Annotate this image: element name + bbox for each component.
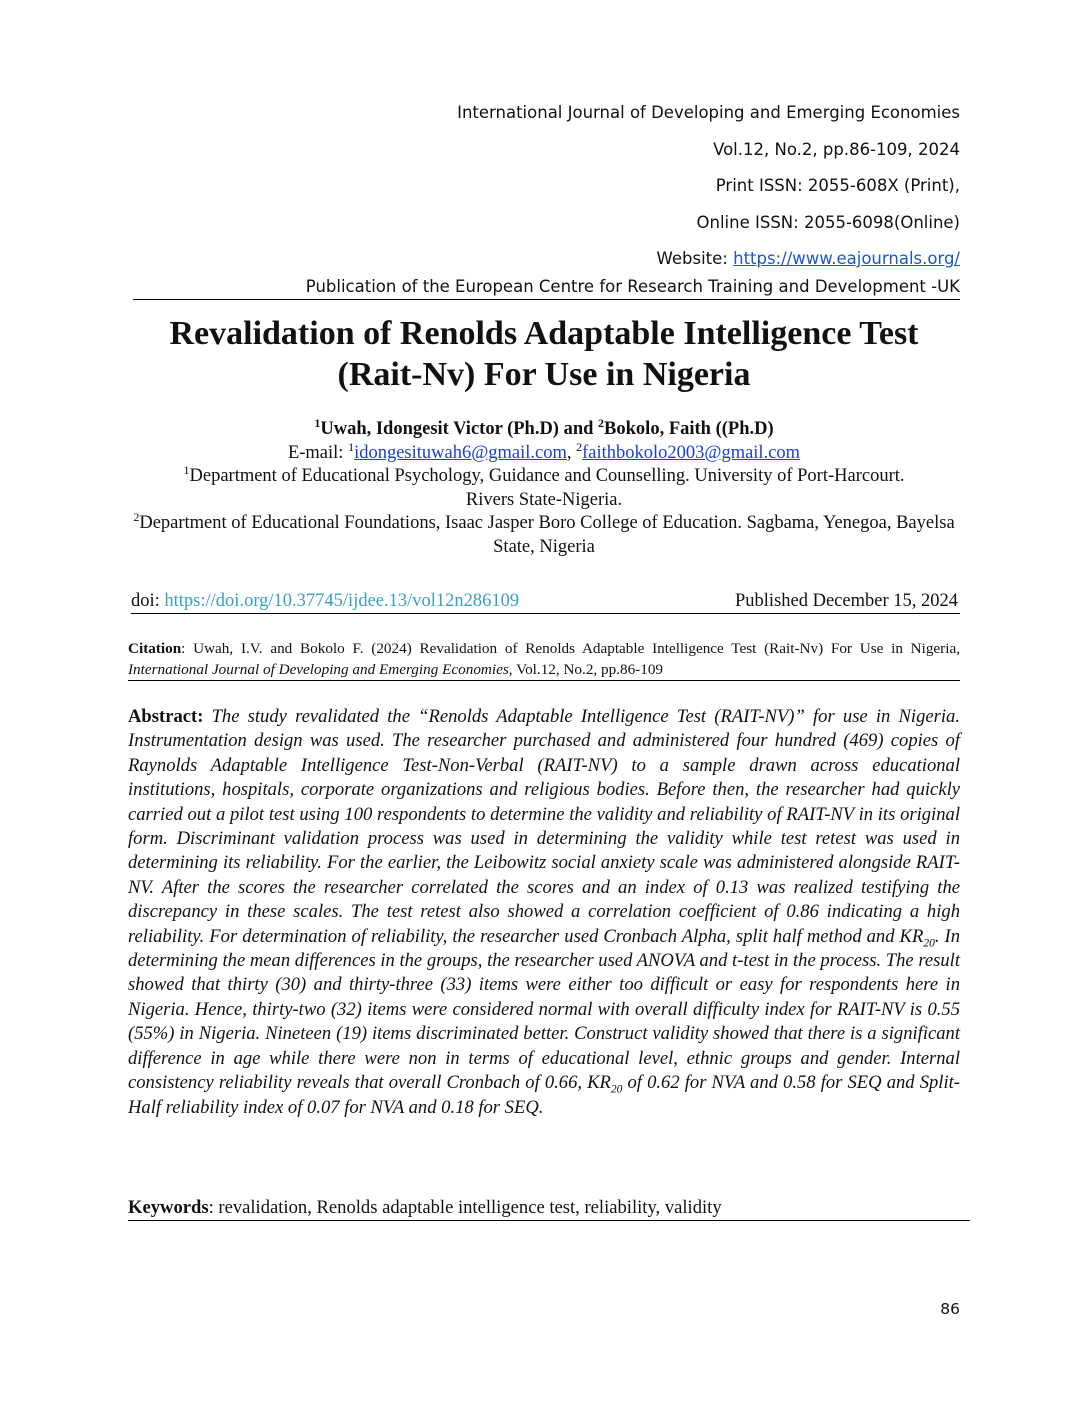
paper-title <box>100 313 988 395</box>
abstract-label: Abstract: <box>128 706 204 727</box>
author-1: Uwah, Idongesit Victor (Ph.D) and <box>320 419 599 439</box>
online-issn: Online ISSN: 2055-6098(Online) <box>696 212 960 232</box>
print-issn: Print ISSN: 2055-608X (Print), <box>715 176 960 195</box>
publisher-line: Publication of the European Centre for Research Training and Development -UK <box>133 277 960 300</box>
affiliation-2 <box>120 509 968 559</box>
abstract-sub-1: 20 <box>923 937 935 950</box>
affil1-text: Department of Educational Psychology, Guidance and Counselling. University of Port-Harcourt. Rivers State-Nigeria. <box>189 466 905 510</box>
affiliation-1 <box>120 462 968 512</box>
doi-label: doi: <box>131 591 165 611</box>
volume-info: Vol.12, No.2, pp.86-109, 2024 <box>713 139 960 159</box>
journal-header <box>457 98 960 281</box>
website-line <box>457 244 960 281</box>
author2-sup: 2 <box>598 415 605 430</box>
abstract-text-1: The study revalidated the “Renolds Adaptable Intelligence Test (RAIT-NV)” for use in Nigeria. Instrumentation design was used. The researcher purchased and administered four hundred (469) copies of Raynolds Adaptable Intelligence Test-Non-Verbal (RAIT-NV) to a sample drawn across educational institutions, hospitals, corporate organizations and religious bodies. Before then, the researcher had quickly carried out a pilot test using 100 respondents to determine the validity and reliability of RAIT-NV in its original form. Discriminant validation process was used in determining the validity while test retest was used in determining its reliability. For the earlier, the Leibowitz social anxiety scale was administered alongside RAIT-NV. After the scores the researcher correlated the scores and an index of 0.13 was realized testifying the discrepancy in these scales. The test retest also showed a correlation coefficient of 0.86 indicating a high reliability. For determination of reliability, the researcher used Cronbach Alpha, split half method and KR <box>128 706 960 947</box>
website-link[interactable]: https://www.eajournals.org/ <box>733 249 960 268</box>
journal-name: International Journal of Developing and Emerging Economies <box>457 103 960 122</box>
email-link-2[interactable]: faithbokolo2003@gmail.com <box>582 442 801 463</box>
affil2-text: Department of Educational Foundations, Isaac Jasper Boro College of Education. Sagbama, Yenegoa, Bayelsa State, Nigeria <box>139 513 955 557</box>
keywords-label: Keywords <box>128 1197 209 1218</box>
website-label: Website: <box>656 249 734 268</box>
email2-sup: 2 <box>576 439 583 454</box>
doi-link[interactable]: https://doi.org/10.37745/ijdee.13/vol12n286109 <box>164 591 520 611</box>
published-date: Published December 15, 2024 <box>735 591 958 611</box>
citation-text-1: : Uwah, I.V. and Bokolo F. (2024) Revalidation of Renolds Adaptable Intelligence Test (Rait-Nv) For Use in Nigeria, <box>181 640 960 657</box>
author1-sup: 1 <box>314 415 321 430</box>
email1-sup: 1 <box>348 439 355 454</box>
abstract <box>128 705 960 1120</box>
page-number: 86 <box>940 1300 960 1318</box>
abstract-text-3: of 0.62 for NVA and 0.58 for SEQ and Split-Half reliability index of 0.07 for NVA and 0.18 for SEQ. <box>128 1072 960 1118</box>
author-block <box>120 415 968 559</box>
citation-text-2: , Vol.12, No.2, pp.86-109 <box>508 661 664 678</box>
abstract-sub-2: 20 <box>610 1083 623 1096</box>
author-names <box>120 415 968 442</box>
keywords <box>128 1196 970 1221</box>
doi-row <box>131 589 960 614</box>
email-line <box>120 439 968 466</box>
email-label: E-mail: <box>287 442 349 463</box>
email-link-1[interactable]: idongesituwah6@gmail.com <box>354 442 567 463</box>
citation <box>128 638 960 681</box>
email-sep: , <box>566 442 577 463</box>
author-2: Bokolo, Faith ((Ph.D) <box>604 419 774 439</box>
title-line-2: (Rait-Nv) For Use in Nigeria <box>337 356 751 393</box>
keywords-text: : revalidation, Renolds adaptable intelligence test, reliability, validity <box>208 1197 722 1218</box>
title-line-1: Revalidation of Renolds Adaptable Intelligence Test <box>169 315 919 352</box>
affil1-sup: 1 <box>183 462 190 477</box>
affil2-sup: 2 <box>133 509 140 524</box>
abstract-text-2: . In determining the mean differences in the groups, the researcher used ANOVA and t-test in the process. The result showed that thirty (30) and thirty-three (33) items were either too difficult or easy for respondents here in Nigeria. Hence, thirty-two (32) items were considered normal with overall difficulty index for RAIT-NV is 0.55 (55%) in Nigeria. Nineteen (19) items discriminated better. Construct validity showed that there is a significant difference in age while there were non in terms of educational level, ethnic groups and gender. Internal consistency reliability reveals that overall Cronbach of 0.66, KR <box>128 925 960 1094</box>
citation-label: Citation <box>128 640 182 657</box>
citation-journal: International Journal of Developing and Emerging Economies <box>128 661 509 678</box>
